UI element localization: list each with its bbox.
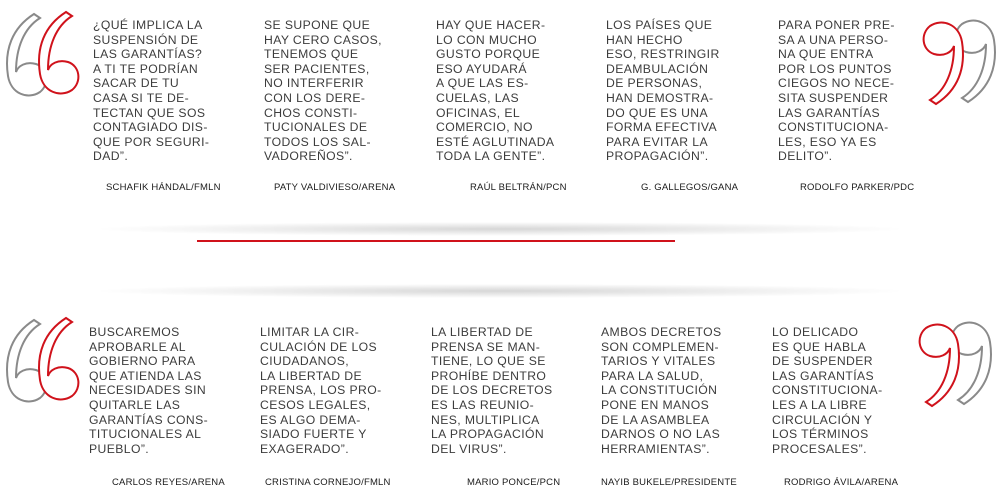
quote-text: PARA PONER PRE- SA A UNA PERSO- NA QUE ENTRA POR LOS PUNTOS CIEGOS NO NECE- SITA SUSPENDER LAS GARANTÍAS CONSTITUCIONA- LES, ESO YA ES DELITO”. [778, 18, 895, 164]
quote-author: RODOLFO PARKER/PDC [800, 182, 915, 193]
separator-red-line [197, 240, 675, 242]
quote-author: RODRIGO ÁVILA/ARENA [784, 477, 899, 488]
quote-text: HAY QUE HACER- LO CON MUCHO GUSTO PORQUE ESO AYUDARÁ A QUE LAS ES- CUELAS, LAS OFICINAS, EL COMERCIO, NO ESTÉ AGLUTINADA TODA LA GENTE”. [436, 18, 555, 164]
quote-text: AMBOS DECRETOS SON COMPLEMEN- TARIOS Y VITALES PARA LA SALUD, LA CONSTITUCIÓN PONE EN MANOS DE LA ASAMBLEA DARNOS O NO LAS HERRAMIENTAS”. [601, 325, 722, 456]
quote-text: LIMITAR LA CIR- CULACIÓN DE LOS CIUDADANOS, LA LIBERTAD DE PRENSA, LOS PRO- CESOS LEGALES, ES ALGO DEMA- SIADO FUERTE Y EXAGERADO”. [260, 325, 382, 456]
quote-text: BUSCAREMOS APROBARLE AL GOBIERNO PARA QUE ATIENDA LAS NECESIDADES SIN QUITARLE LAS GARANTÍAS CONS- TITUCIONALES AL PUEBLO”. [89, 325, 209, 456]
quote-author: RAÚL BELTRÁN/PCN [470, 182, 567, 193]
quote-text: LO DELICADO ES QUE HABLA DE SUSPENDER LAS GARANTÍAS CONSTITUCIONA- LES A LA LIBRE CIRCULACIÓN Y LOS TÉRMINOS PROCESALES”. [772, 325, 883, 456]
open-quote-icon [4, 316, 84, 412]
separator-shadow [100, 222, 900, 236]
quote-text: LA LIBERTAD DE PRENSA SE MAN- TIENE, LO QUE SE PROHÍBE DENTRO DE LOS DECRETOS ES LAS REUNIO- NES, MULTIPLICA LA PROPAGACIÓN DEL VIRUS”. [431, 325, 553, 456]
open-quote-icon [4, 10, 84, 106]
quote-author: CARLOS REYES/ARENA [112, 477, 225, 488]
quote-author: MARIO PONCE/PCN [467, 477, 561, 488]
quote-text: SE SUPONE QUE HAY CERO CASOS, TENEMOS QUE SER PACIENTES, NO INTERFERIR CON LOS DERE- CHOS CONSTI- TUCIONALES DE TODOS LOS SAL- VADOREÑOS”. [264, 18, 382, 164]
quote-text: LOS PAÍSES QUE HAN HECHO ESO, RESTRINGIR DEAMBULACIÓN DE PERSONAS, HAN DEMOSTRA- DO QUE ES UNA FORMA EFECTIVA PARA EVITAR LA PROPAGACIÓN”. [606, 18, 720, 164]
quote-author: SCHAFIK HÁNDAL/FMLN [106, 182, 221, 193]
quote-author: CRISTINA CORNEJO/FMLN [265, 477, 391, 488]
quote-author: PATY VALDIVIESO/ARENA [274, 182, 396, 193]
quote-text: ¿QUÉ IMPLICA LA SUSPENSIÓN DE LAS GARANTÍAS? A TI TE PODRÍAN SACAR DE TU CASA SI TE DE- TECTAN QUE SOS CONTAGIADO DIS- QUE POR SEGURI- DAD”. [93, 18, 210, 164]
separator-shadow [100, 284, 900, 298]
close-quote-icon [918, 10, 998, 106]
quote-author: NAYIB BUKELE/PRESIDENTE [601, 477, 737, 488]
close-quote-icon [914, 312, 994, 408]
quote-author: G. GALLEGOS/GANA [641, 182, 739, 193]
